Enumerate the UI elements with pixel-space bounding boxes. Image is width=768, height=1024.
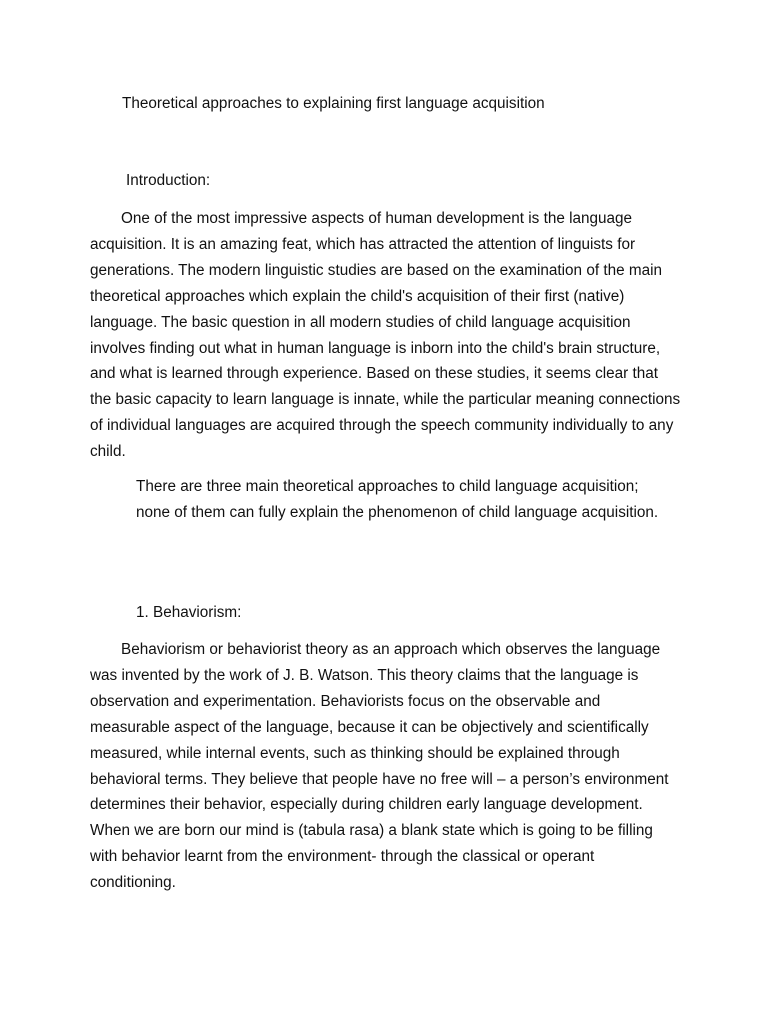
introduction-paragraph: One of the most impressive aspects of human development is the language acquisition. It is an amazing feat, which has attracted the attention of linguists for generations. The modern linguistic studies are based on the examination of the main theoretical approaches which explain the child's acquisition of their first (native) language. The basic question in all modern studies of child language acquisition involves finding out what in human language is inborn into the child's brain structure, and what is learned through experience. Based on these studies, it seems clear that the basic capacity to learn language is innate, while the particular meaning connections of individual languages are acquired through the speech community individually to any child. — [90, 210, 681, 461]
behaviorism-heading: 1. Behaviorism: — [136, 604, 242, 621]
approaches-paragraph: There are three main theoretical approaches to child language acquisition; none of them can fully explain the phenomenon of child language acquisition. — [136, 478, 659, 521]
introduction-heading: Introduction: — [126, 172, 211, 189]
document-title: Theoretical approaches to explaining first language acquisition — [122, 95, 545, 112]
behaviorism-paragraph: Behaviorism or behaviorist theory as an approach which observes the language was invented by the work of J. B. Watson. This theory claims that the language is observation and experimentation. Behaviorists focus on the observable and measurable aspect of the language, because it can be objectively and scientifically measured, while internal events, such as thinking should be explained through behavioral terms. They believe that people have no free will – a person’s environment determines their behavior, especially during children early language development. When we are born our mind is (tabula rasa) a blank state which is going to be filling with behavior learnt from the environment- through the classical or operant conditioning. — [90, 641, 669, 892]
